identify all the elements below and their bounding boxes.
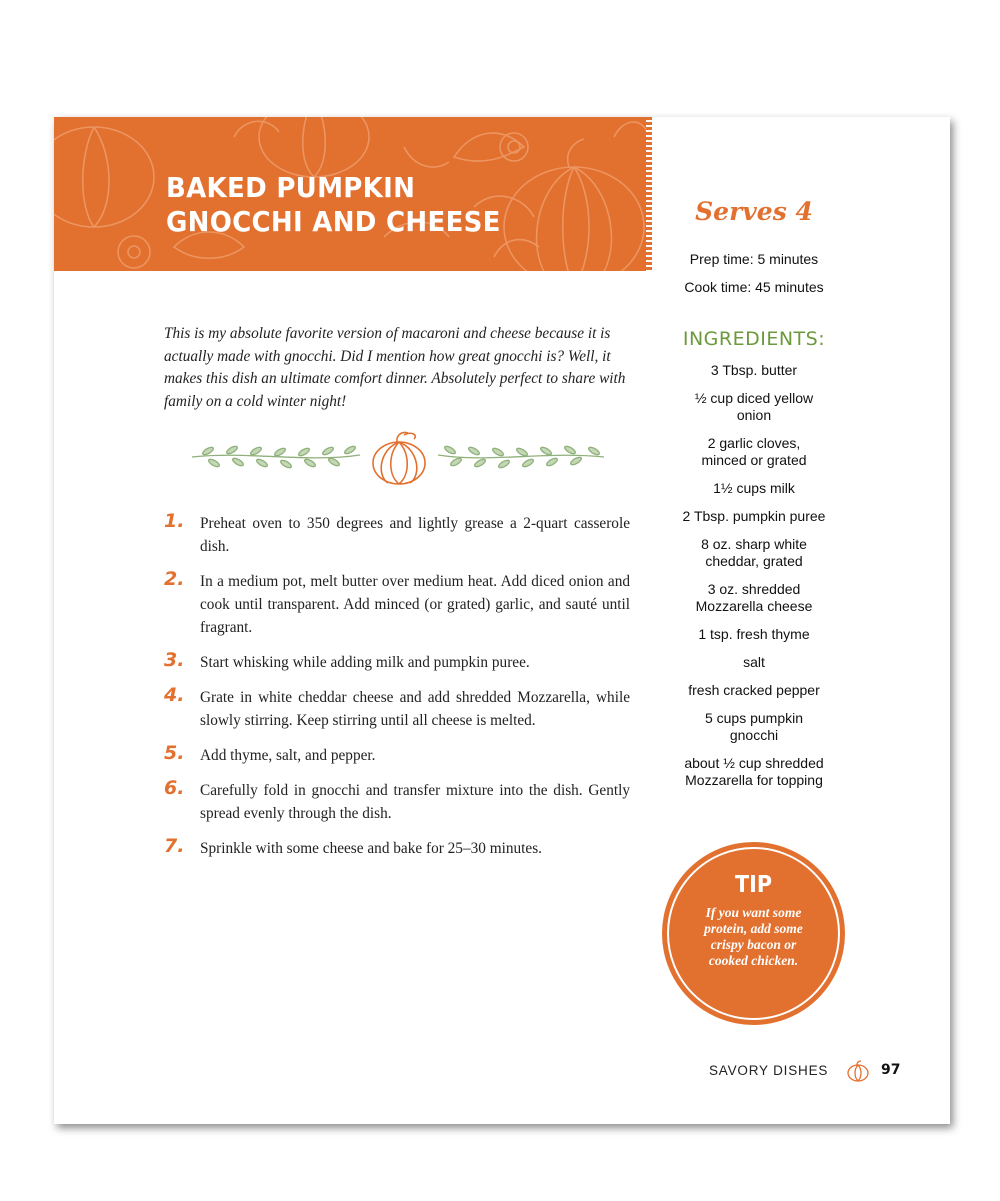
ingredient-item: 2 garlic cloves, minced or grated [701,435,807,468]
ingredient-item: salt [743,654,765,670]
step-item [164,744,630,767]
step-text: Sprinkle with some cheese and bake for 25–30 minutes. [200,840,542,857]
ingredient-item: 8 oz. sharp white cheddar, grated [701,536,807,569]
step-number: 1. [164,510,185,532]
banner-stripe-edge [646,117,652,271]
ingredients-list [654,362,854,800]
step-item [164,779,630,825]
step-number: 6. [164,777,185,799]
cookbook-page [54,117,950,1124]
tip-badge [662,842,845,1025]
title-banner [54,117,652,271]
step-text: In a medium pot, melt butter over medium heat. Add diced onion and cook until transparent. Add minced (or grated) garlic, and sauté until fragrant. [200,573,630,636]
ingredient-item: 1 tsp. fresh thyme [698,626,810,642]
ingredient-item: fresh cracked pepper [688,682,820,698]
step-number: 4. [164,684,185,706]
step-item [164,837,630,860]
instruction-steps [164,512,630,872]
step-text: Carefully fold in gnocchi and transfer mixture into the dish. Gently spread evenly through the dish. [200,782,630,822]
prep-time: Prep time: 5 minutes [689,251,819,267]
step-number: 2. [164,568,185,590]
step-item [164,686,630,732]
ingredients-heading: INGREDIENTS: [682,328,826,350]
serves-heading: Serves 4 [695,197,813,226]
recipe-title [166,171,501,239]
step-text: Add thyme, salt, and pepper. [200,747,376,764]
step-number: 7. [164,835,185,857]
cook-time: Cook time: 45 minutes [684,279,824,295]
step-item [164,651,630,674]
step-item [164,512,630,558]
footer-section-label: SAVORY DISHES [709,1063,829,1078]
step-number: 3. [164,649,185,671]
tip-text: If you want some protein, add some crispy bacon or cooked chicken. [704,905,803,968]
ingredient-item: 3 Tbsp. butter [710,362,798,378]
recipe-title-line1: BAKED PUMPKIN [166,171,416,204]
recipe-title-line2: GNOCCHI AND CHEESE [166,205,501,238]
tip-title: TIP [734,872,772,898]
ingredient-item: ½ cup diced yellow onion [694,390,814,423]
pumpkin-icon [846,1060,870,1082]
step-item [164,570,630,639]
pumpkin-vine-divider-icon [188,429,608,487]
ingredient-item: 1½ cups milk [713,480,795,496]
step-text: Start whisking while adding milk and pumpkin puree. [200,654,530,671]
recipe-intro: This is my absolute favorite version of macaroni and cheese because it is actually made with gnocchi. Did I mention how great gnocchi is? Well, it makes this dish an ultimate comfort dinner. Absolutely perfect to share with family on a cold winter night! [164,325,626,410]
page-number: 97 [881,1062,901,1078]
ingredient-item: 3 oz. shredded Mozzarella cheese [695,581,813,614]
ingredient-item: about ½ cup shredded Mozzarella for topping [684,755,824,788]
ingredient-item: 5 cups pumpkin gnocchi [704,710,804,743]
step-number: 5. [164,742,185,764]
ingredient-item: 2 Tbsp. pumpkin puree [682,508,826,524]
step-text: Preheat oven to 350 degrees and lightly grease a 2-quart casserole dish. [200,515,630,555]
step-text: Grate in white cheddar cheese and add shredded Mozzarella, while slowly stirring. Keep stirring until all cheese is melted. [200,689,630,729]
